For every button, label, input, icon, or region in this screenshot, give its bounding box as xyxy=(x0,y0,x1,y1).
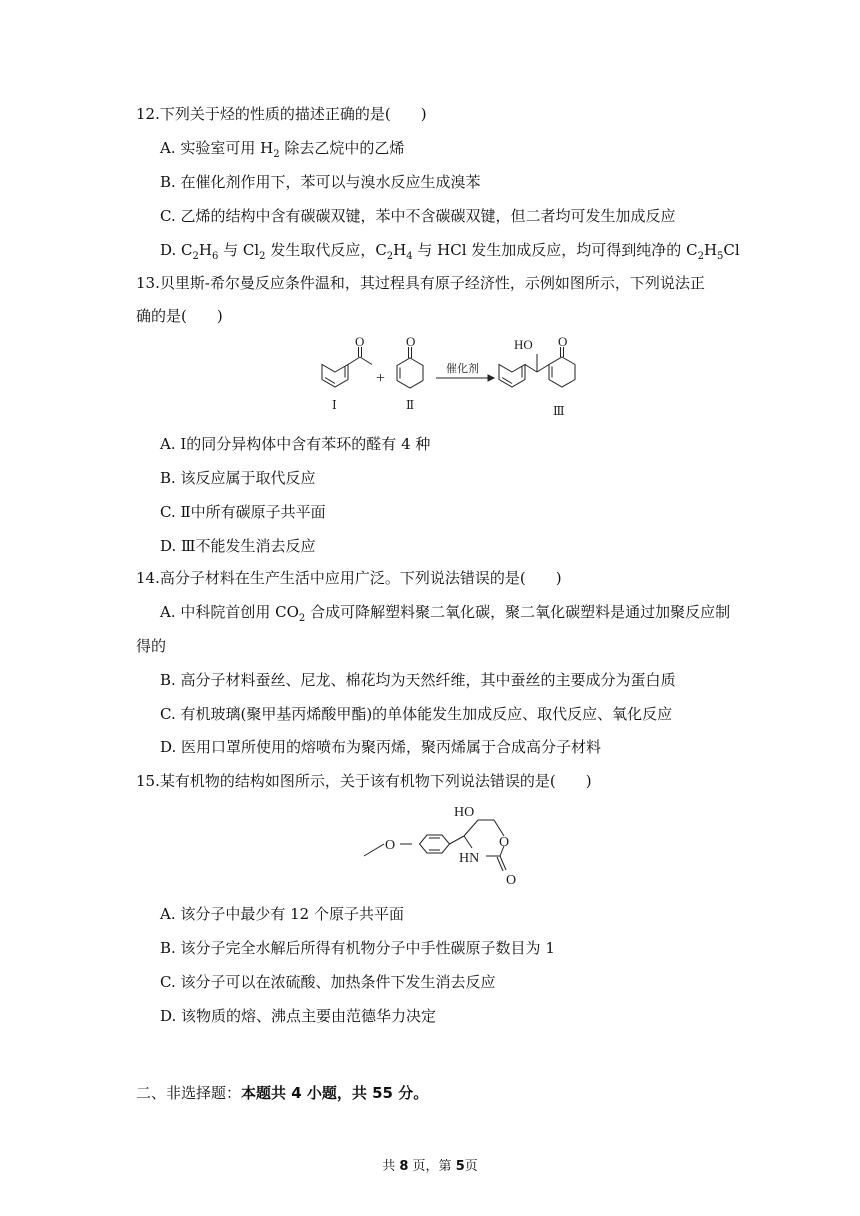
question-12-option-b: B. 在催化剂作用下，苯可以与溴水反应生成溴苯 xyxy=(160,173,481,191)
question-15-option-d: D. 该物质的熔、沸点主要由范德华力决定 xyxy=(160,1007,437,1025)
section-two-heading: 二、非选择题：本题共 4 小题，共 55 分。 xyxy=(136,1084,429,1102)
molecule-structure-figure xyxy=(356,800,536,890)
reaction-scheme-figure xyxy=(318,336,608,420)
page-footer: 共 8 页，第 5页 xyxy=(382,1159,478,1174)
compound-i-oxygen: O xyxy=(355,336,365,349)
compound-iii-oxygen: O xyxy=(558,336,568,349)
plus-sign: + xyxy=(376,370,386,387)
question-12-option-d: D. $C_2H_6$ 与 $Cl_2$ 发生取代反应，$C_2H_4$ 与 HCl 发生加成反应，均可得到纯净的 $C_2H_5Cl$ xyxy=(160,241,740,262)
question-13-stem: 13.贝里斯-希尔曼反应条件温和，其过程具有原子经济性，示例如图所示，下列说法正 xyxy=(136,274,705,292)
question-14-option-a: A. 中科院首创用 $CO_2$ 合成可降解塑料聚二氧化碳，聚二氧化碳塑料是通过加聚反应制 xyxy=(160,603,731,624)
question-14-option-d: D. 医用口罩所使用的熔喷布为聚丙烯，聚丙烯属于合成高分子材料 xyxy=(160,738,602,756)
question-13-option-d: D. Ⅲ不能发生消去反应 xyxy=(160,537,316,555)
question-12-option-c: C. 乙烯的结构中含有碳碳双键，苯中不含碳碳双键，但二者均可发生加成反应 xyxy=(160,207,676,225)
question-12-option-a: A. 实验室可用 $H_2$ 除去乙烷中的乙烯 xyxy=(160,139,405,160)
carbonyl-oxygen-label: O xyxy=(506,873,517,888)
question-13-option-b: B. 该反应属于取代反应 xyxy=(160,469,316,487)
amine-label: HN xyxy=(459,851,480,866)
question-14-option-b: B. 高分子材料蚕丝、尼龙、棉花均为天然纤维，其中蚕丝的主要成分为蛋白质 xyxy=(160,671,676,689)
hydroxyl-label: HO xyxy=(454,805,475,820)
question-14-option-c: C. 有机玻璃(聚甲基丙烯酸甲酯)的单体能发生加成反应、取代反应、氧化反应 xyxy=(160,705,673,723)
question-14-option-a-continued: 得的 xyxy=(136,637,167,655)
compound-ii-label: Ⅱ xyxy=(406,398,415,412)
methoxy-oxygen-label: O xyxy=(385,838,396,853)
question-15-stem: 15.某有机物的结构如图所示，关于该有机物下列说法错误的是( ) xyxy=(136,772,592,790)
question-13-option-a: A. Ⅰ的同分异构体中含有苯环的醛有 4 种 xyxy=(160,435,431,453)
compound-ii-oxygen: O xyxy=(406,336,416,349)
catalyst-label: 催化剂 xyxy=(446,363,479,375)
question-13-option-c: C. Ⅱ中所有碳原子共平面 xyxy=(160,503,326,521)
question-15-option-a: A. 该分子中最少有 12 个原子共平面 xyxy=(160,905,404,923)
question-13-stem-continued: 确的是( ) xyxy=(136,307,223,325)
question-15-option-c: C. 该分子可以在浓硫酸、加热条件下发生消去反应 xyxy=(160,973,496,991)
ring-oxygen-label: O xyxy=(499,835,510,850)
compound-iii-label: Ⅲ xyxy=(553,404,565,418)
question-15-option-b: B. 该分子完全水解后所得有机物分子中手性碳原子数目为 1 xyxy=(160,939,555,957)
compound-i-label: Ⅰ xyxy=(332,398,337,412)
compound-iii-hydroxyl: HO xyxy=(514,337,533,352)
question-14-stem: 14.高分子材料在生产生活中应用广泛。下列说法错误的是( ) xyxy=(136,569,562,587)
question-12-stem: 12.下列关于烃的性质的描述正确的是( ) xyxy=(136,105,427,123)
